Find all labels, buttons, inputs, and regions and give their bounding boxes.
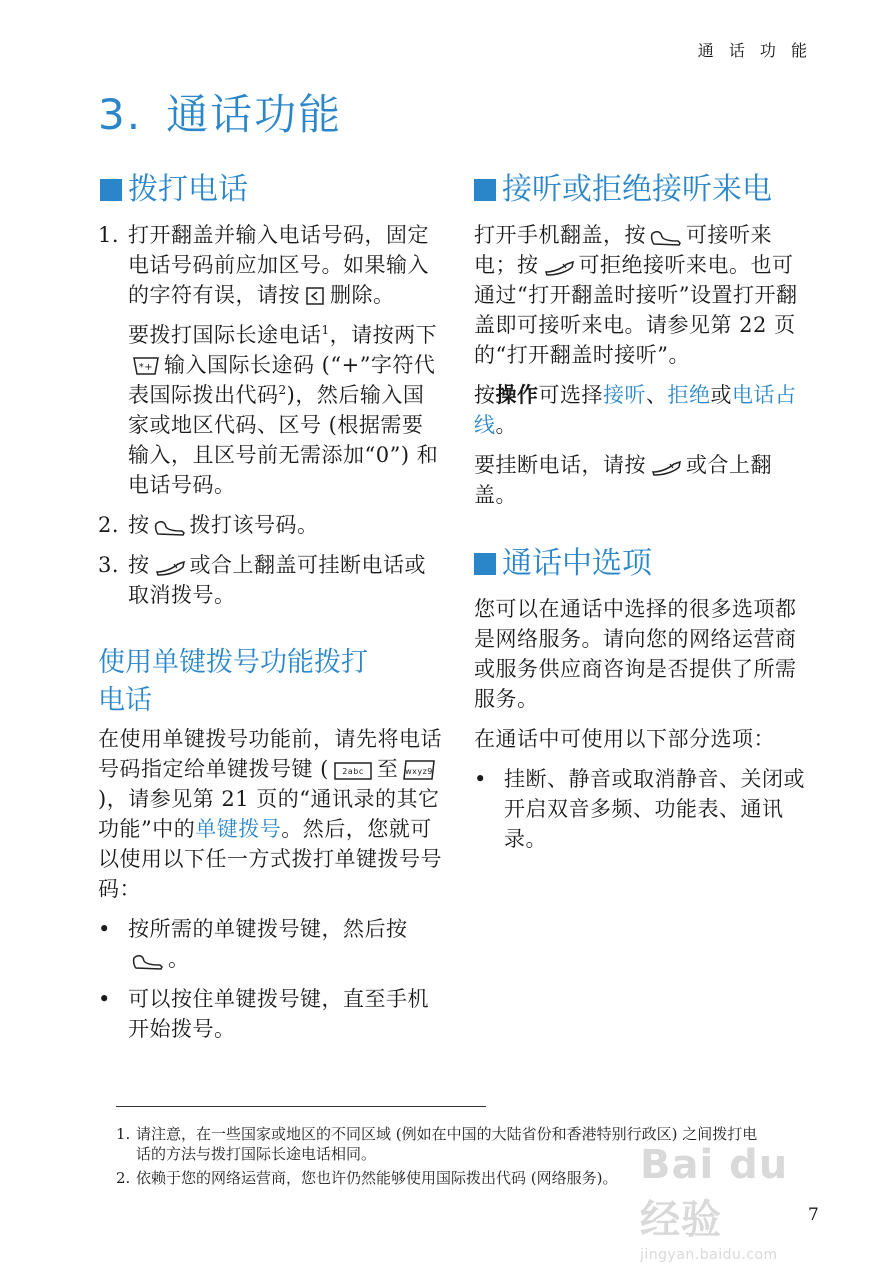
right-column [474, 170, 814, 864]
footnote-number: 2. [116, 1169, 131, 1187]
speed-dial-body [98, 724, 443, 1044]
answer-text: 可拒绝接听来电。也可通过“打开翻盖时接听”设置打开翻盖即可接听来电。请参见第 22 页的“打开翻盖时接听”。 [474, 253, 798, 367]
end-key-icon [543, 259, 575, 277]
section-heading-dialing [100, 170, 443, 210]
options-text: 按 [474, 383, 496, 407]
bullet-icon: • [98, 987, 111, 1011]
running-header: 通 话 功 能 [697, 41, 812, 60]
end-key-icon [650, 459, 682, 477]
chapter-title [98, 82, 342, 142]
item3-text-end: 或合上翻盖可挂断电话或取消拨号。 [128, 553, 426, 607]
list-item [98, 550, 443, 610]
chapter-number: 3. [98, 90, 143, 139]
svg-text:2abc: 2abc [342, 767, 364, 776]
speed-dial-text: 至 [376, 757, 399, 781]
intl-text: 要拨打国际长途电话 [128, 323, 322, 347]
subsection-heading-speed-dial [98, 644, 443, 720]
bullet-icon: • [474, 767, 487, 791]
speed-dial-text: 。然后，您就可以使用以下任一方式拨打单键拨号号码： [98, 817, 442, 901]
in-call-text: 在通话中可使用以下部分选项： [474, 727, 775, 751]
bullet-text: 挂断、静音或取消静音、关闭或开启双音多频、功能表、通讯录。 [504, 767, 805, 851]
footnote-text: 依赖于您的网络运营商，您也许仍然能够使用国际拨出代码 (网络服务)。 [136, 1169, 618, 1187]
bullet-text: 可以按住单键拨号键，直至手机开始拨号。 [128, 987, 429, 1041]
page-number: 7 [808, 1205, 819, 1225]
hangup-text: 或合上翻盖。 [474, 453, 772, 507]
list-number: 1. [98, 223, 120, 247]
watermark [640, 1142, 840, 1263]
svg-text:wxyz9: wxyz9 [405, 767, 434, 776]
square-bullet-icon [100, 179, 122, 201]
chapter-title-text: 通话功能 [166, 90, 343, 139]
answer-text: 可接听来电；按 [474, 223, 772, 277]
options-text: 。 [495, 413, 517, 437]
section-heading-answer [474, 170, 814, 210]
bullet-text: 按所需的单键拨号键，然后按 [128, 917, 408, 941]
call-key-icon [154, 519, 186, 537]
footnote-ref: 1 [321, 323, 330, 337]
footnote-ref: 2 [278, 383, 287, 397]
bullet-icon: • [98, 917, 111, 941]
item1-text-end: 删除。 [330, 283, 395, 307]
bullet-item [98, 914, 443, 974]
svg-text:*+: *+ [138, 362, 154, 373]
end-key-icon [154, 559, 186, 577]
bullet-text: 。 [168, 947, 190, 971]
bullet-item [474, 764, 814, 854]
hangup-text: 要挂断电话，请按 [474, 453, 646, 477]
answer-link[interactable]: 接听 [603, 383, 646, 407]
square-bullet-icon [474, 553, 496, 575]
section-heading-text: 接听或拒绝接听来电 [502, 172, 772, 207]
list-number: 3. [98, 553, 120, 577]
section-heading-text: 拨打电话 [128, 172, 248, 207]
options-text: 或 [710, 383, 732, 407]
dialing-list [98, 220, 443, 610]
reject-link[interactable]: 拒绝 [667, 383, 711, 407]
speed-dial-text: )，请参见第 21 页的“通讯录的其它功能”中的 [98, 787, 440, 841]
in-call-body [474, 594, 814, 854]
options-text: 、 [646, 383, 668, 407]
footnote-divider [116, 1106, 486, 1107]
left-column [98, 170, 443, 1054]
item1-text: 打开翻盖并输入电话号码，固定电话号码前应加区号。如果输入的字符有误，请按 [128, 223, 429, 307]
list-number: 2. [98, 513, 120, 537]
intl-text: )，然后输入国家或地区代码、区号 (根据需要输入，且区号前无需添加“0”) 和电话号码。 [128, 383, 439, 497]
call-key-icon [132, 953, 164, 971]
section-heading-in-call [474, 544, 814, 584]
subsection-heading-line: 使用单键拨号功能拨打 [98, 647, 368, 678]
answer-text: 打开手机翻盖，按 [474, 223, 646, 247]
watermark-logo: Bai du 经验 [640, 1142, 789, 1243]
subsection-heading-line: 电话 [98, 685, 152, 716]
bullet-item [98, 984, 443, 1044]
in-call-text: 您可以在通话中选择的很多选项都是网络服务。请向您的网络运营商或服务供应商咨询是否提供了所需服务。 [474, 597, 797, 711]
footnote-text: 请注意，在一些国家或地区的不同区域 (例如在中国的大陆省份和香港特别行政区) 之间拨打电话的方法与拨打国际长途电话相同。 [136, 1125, 758, 1163]
list-item [98, 510, 443, 540]
answer-body [474, 220, 814, 510]
item3-text: 按 [128, 553, 150, 577]
intl-text: 输入国际长途码 (“+”字符代表国际拨出代码 [128, 353, 436, 407]
footnote-number: 1. [116, 1125, 131, 1143]
speed-dial-link[interactable]: 单键拨号 [195, 817, 282, 841]
key-2-icon [333, 761, 373, 781]
options-text: 可选择 [538, 383, 603, 407]
speed-dial-text: 在使用单键拨号功能前，请先将电话号码指定给单键拨号键 ( [98, 727, 442, 781]
item2-text: 按 [128, 513, 150, 537]
busy-link[interactable]: 电话占线 [474, 383, 797, 437]
watermark-url: jingyan.baidu.com [640, 1247, 778, 1263]
square-bullet-icon [474, 179, 496, 201]
section-heading-text: 通话中选项 [502, 546, 652, 581]
item2-text-end: 拨打该号码。 [189, 513, 319, 537]
key-9-icon [402, 759, 436, 781]
star-key-icon [132, 355, 160, 377]
list-item [98, 220, 443, 500]
clear-key-icon [304, 285, 326, 307]
intl-text: ，请按两下 [329, 323, 438, 347]
options-softkey-label: 操作 [495, 383, 539, 407]
call-key-icon [650, 229, 682, 247]
